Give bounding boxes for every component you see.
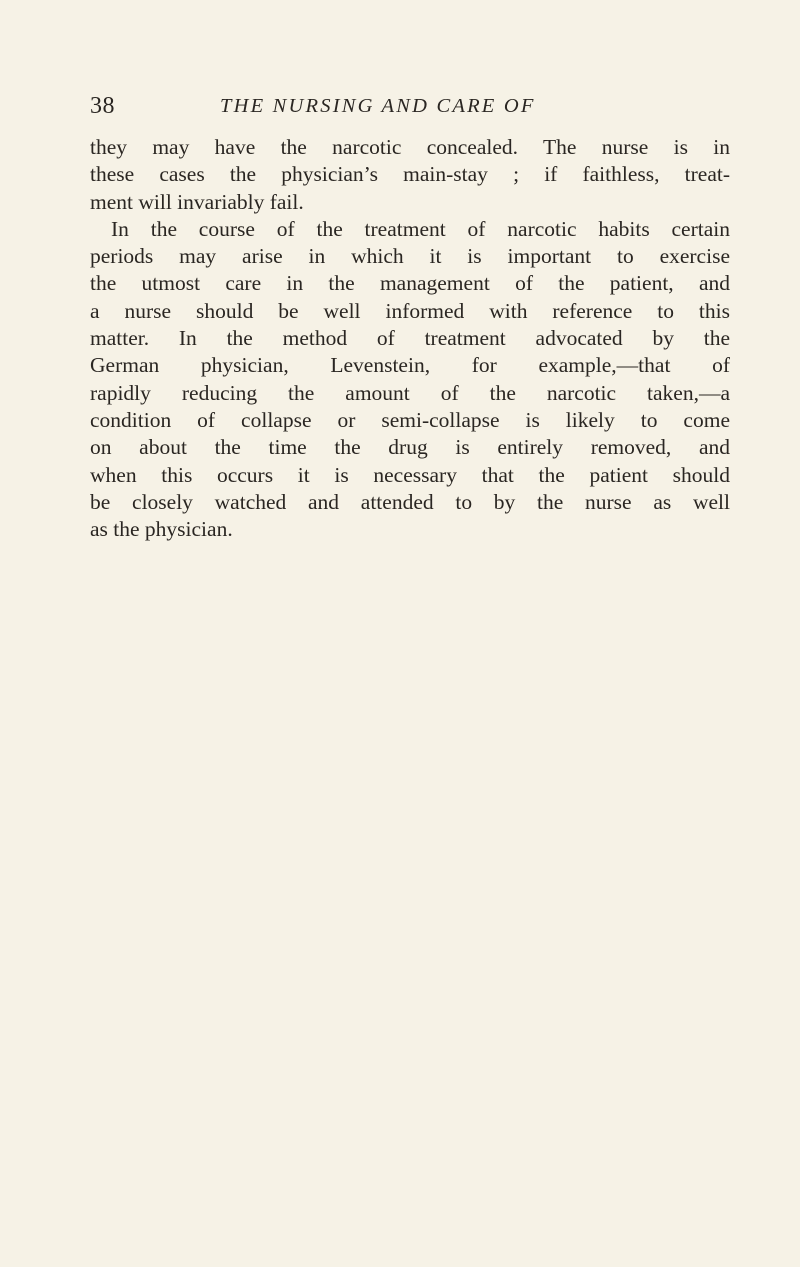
running-head xyxy=(90,91,730,121)
text-line: periods may arise in which it is important to exercise xyxy=(90,244,730,269)
body-text xyxy=(90,134,730,543)
text-line: be closely watched and attended to by the nurse as well xyxy=(90,489,730,514)
text-line: ment will invariably fail. xyxy=(90,189,304,214)
text-line: when this occurs it is necessary that the patient should xyxy=(90,462,730,487)
text-line: they may have the narcotic concealed. The nurse is in xyxy=(90,135,730,159)
page-number: 38 xyxy=(90,93,115,119)
text-line: the utmost care in the management of the patient, and xyxy=(90,271,730,296)
text-line: on about the time the drug is entirely removed, and xyxy=(90,435,730,460)
text-line: rapidly reducing the amount of the narcotic taken,—a xyxy=(90,380,730,405)
text-line: as the physician. xyxy=(90,517,233,542)
text-line: German physician, Levenstein, for example,—that of xyxy=(90,353,730,378)
running-title: THE NURSING AND CARE OF xyxy=(220,95,536,117)
text-line: matter. In the method of treatment advocated by the xyxy=(90,326,730,351)
text-line: these cases the physician’s main-stay ; if faithless, treat- xyxy=(90,162,730,187)
text-line: a nurse should be well informed with reference to this xyxy=(90,298,730,323)
text-line: condition of collapse or semi-collapse is likely to come xyxy=(90,407,730,432)
text-line: In the course of the treatment of narcotic habits certain xyxy=(111,216,730,241)
